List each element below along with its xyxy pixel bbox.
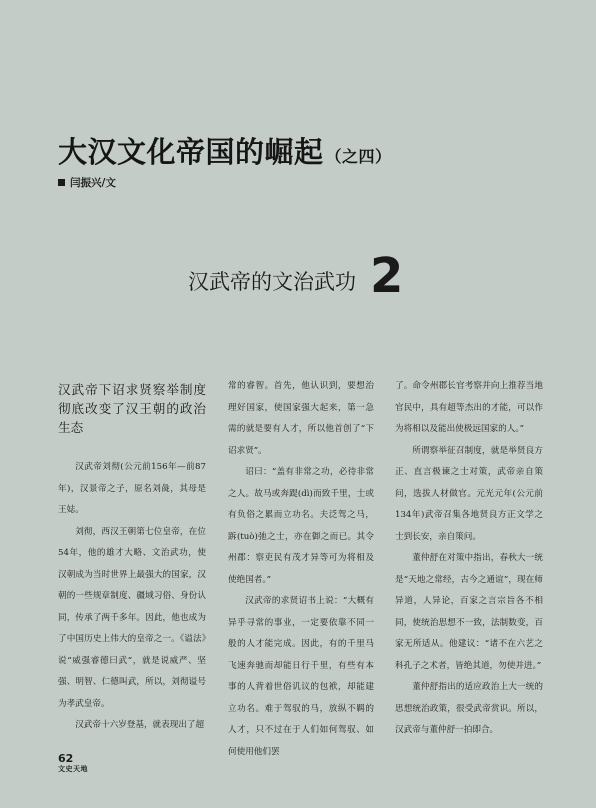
paragraph: 董仲舒指出的适应政治上大一统的思想统治政策，很受武帝赏识。所以，汉武帝与董仲舒一拍即合。 xyxy=(395,682,543,735)
paragraph: 常的睿智。首先，他认识到，要想治理好国家，使国家强大起来，第一急需的就是要有人才，所以他首创了“下诏求贤”。 xyxy=(228,381,374,456)
page-number: 62 xyxy=(58,752,74,765)
paragraph: 诏曰：“盖有非常之功，必待非常之人。故马或奔踶(dì)而致千里，士或有负俗之累而立功名。夫泛驾之马，跅(tuò)弛之士，亦在御之而已。其令州郡：察吏民有茂才异等可为将相及使绝国者。” xyxy=(228,467,374,585)
paragraph: 汉武帝十六岁登基，就表现出了超 xyxy=(75,720,205,730)
title-main: 大汉文化帝国的崛起 xyxy=(58,135,324,169)
author-name: 闫振兴/文 xyxy=(70,177,116,189)
section-heading: 汉武帝下诏求贤察举制度彻底改变了汉王朝的政治生态 xyxy=(58,382,206,435)
paragraph: 了。命令州郡长官考察并向上推荐当地官民中，具有超等杰出的才能，可以作为将相以及能出使极远国家的人。” xyxy=(395,381,543,434)
paragraph: 汉武帝刘彻(公元前156年—前87年)，汉景帝之子，原名刘彘，其母是王娡。 xyxy=(58,462,206,515)
author-line xyxy=(58,175,116,190)
paragraph: 董仲舒在对策中指出，春秋大一统是“天地之常经，古今之通谊”，现在师异道，人异论，百家之言宗旨各不相同，使统治思想不一致，法制数变，百家无所适从。他建议：“诸不在六艺之科孔子之术者，皆绝其道，勿使并进。” xyxy=(395,553,543,671)
text-column-1 xyxy=(58,376,206,737)
text-column-2 xyxy=(228,376,374,763)
part-number: 2 xyxy=(370,248,404,304)
magazine-logo: 文史天地 xyxy=(58,765,88,773)
paragraph: 刘彻，西汉王朝第七位皇帝，在位54年，他的雄才大略、文治武功，使汉朝成为当时世界上最强大的国家，汉朝的一些规章制度、疆域习俗、身份认同，传承了两千多年。因此，他也成为了中国历史上伟大的皇帝之一。《谥法》说“威强睿德曰武”，就是说威严、坚强、明智、仁德叫武，所以，刘彻谥号为孝武皇帝。 xyxy=(58,526,206,709)
paragraph: 汉武帝的求贤诏书上说：“大概有异乎寻常的事业，一定要依靠不同一般的人才能完成。因此，有的千里马飞速奔驰而却能日行千里，有些有本事的人背着世俗讥议的包袱，却能建立功名。难于驾驭的马，放纵不羁的人才，只不过在于人们如何驾驭、如何使用他们罢 xyxy=(228,596,374,757)
square-bullet-icon xyxy=(58,179,65,186)
article-title xyxy=(58,130,392,171)
part-subtitle xyxy=(188,248,404,304)
title-suffix: （之四） xyxy=(325,147,392,166)
paragraph: 所谓察举征召制度，就是举贤良方正、直言极谏之士对策，武帝亲自策问，选拔人材做官。元光元年(公元前134年)武帝召集各地贤良方正文学之士到长安，亲自策问。 xyxy=(395,445,543,542)
text-column-3 xyxy=(395,376,543,742)
subtitle-text: 汉武帝的文治武功 xyxy=(188,270,356,294)
